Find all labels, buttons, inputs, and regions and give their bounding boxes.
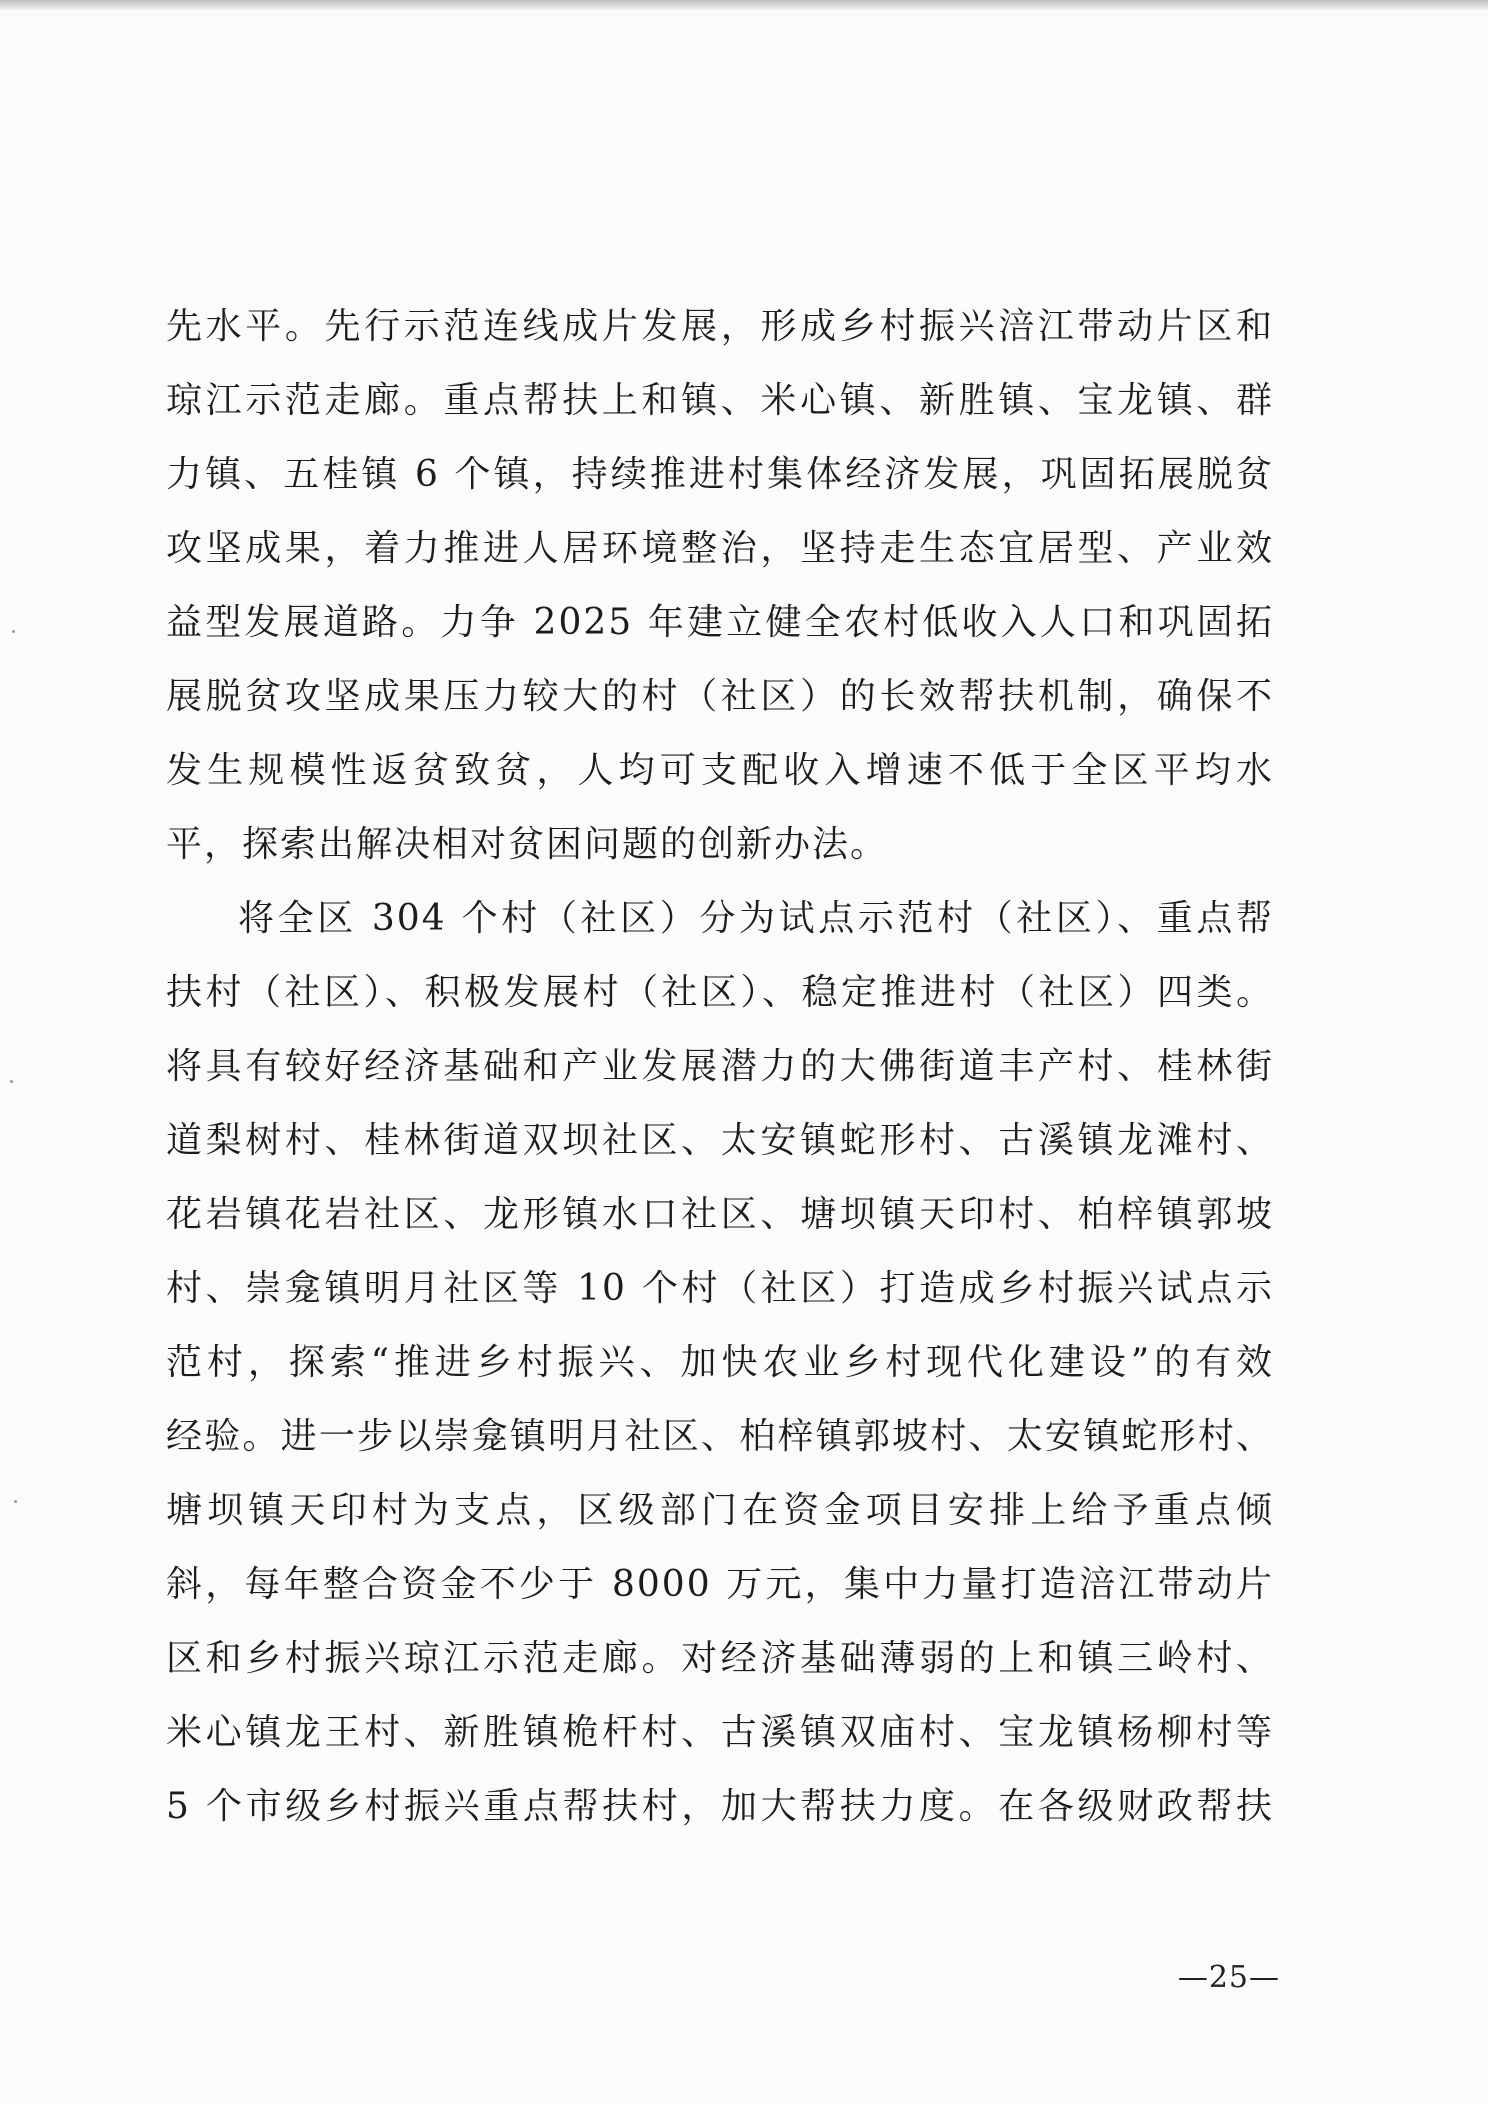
text-line: 塘坝镇天印村为支点，区级部门在资金项目安排上给予重点倾 — [166, 1490, 1274, 1531]
text-line: 斜，每年整合资金不少于 8000 万元，集中力量打造涪江带动片 — [166, 1564, 1274, 1605]
scan-speck — [14, 1500, 17, 1503]
text-line: 力镇、五桂镇 6 个镇，持续推进村集体经济发展，巩固拓展脱贫 — [166, 454, 1274, 495]
text-line: 平，探索出解决相对贫困问题的创新办法。 — [166, 824, 889, 865]
text-line: 展脱贫攻坚成果压力较大的村（社区）的长效帮扶机制，确保不 — [166, 676, 1274, 717]
text-line: 道梨树村、桂林街道双坝社区、太安镇蛇形村、古溪镇龙滩村、 — [166, 1120, 1274, 1161]
text-line: 琼江示范走廊。重点帮扶上和镇、米心镇、新胜镇、宝龙镇、群 — [166, 380, 1274, 421]
text-line: 先水平。先行示范连线成片发展，形成乡村振兴涪江带动片区和 — [166, 306, 1274, 347]
text-line: 将全区 304 个村（社区）分为试点示范村（社区）、重点帮 — [238, 898, 1274, 939]
body-text — [166, 290, 1274, 1844]
text-line: 5 个市级乡村振兴重点帮扶村，加大帮扶力度。在各级财政帮扶 — [166, 1786, 1274, 1827]
text-line: 范村，探索“推进乡村振兴、加快农业乡村现代化建设”的有效 — [166, 1342, 1274, 1383]
text-line: 经验。进一步以崇龛镇明月社区、柏梓镇郭坡村、太安镇蛇形村、 — [166, 1416, 1274, 1457]
text-line: 发生规模性返贫致贫，人均可支配收入增速不低于全区平均水 — [166, 750, 1274, 791]
text-line: 花岩镇花岩社区、龙形镇水口社区、塘坝镇天印村、柏梓镇郭坡 — [166, 1194, 1274, 1235]
text-line: 益型发展道路。力争 2025 年建立健全农村低收入人口和巩固拓 — [166, 602, 1274, 643]
scan-speck — [10, 1080, 13, 1083]
text-line: 米心镇龙王村、新胜镇桅杆村、古溪镇双庙村、宝龙镇杨柳村等 — [166, 1712, 1274, 1753]
text-line: 村、崇龛镇明月社区等 10 个村（社区）打造成乡村振兴试点示 — [166, 1268, 1274, 1309]
scan-top-edge — [0, 0, 1488, 10]
text-line: 扶村（社区）、积极发展村（社区）、稳定推进村（社区）四类。 — [166, 972, 1274, 1013]
page-number: —25— — [1177, 1960, 1280, 1995]
text-line: 将具有较好经济基础和产业发展潜力的大佛街道丰产村、桂林街 — [166, 1046, 1274, 1087]
text-line: 攻坚成果，着力推进人居环境整治，坚持走生态宜居型、产业效 — [166, 528, 1274, 569]
scan-speck — [12, 630, 15, 633]
text-line: 区和乡村振兴琼江示范走廊。对经济基础薄弱的上和镇三岭村、 — [166, 1638, 1274, 1679]
